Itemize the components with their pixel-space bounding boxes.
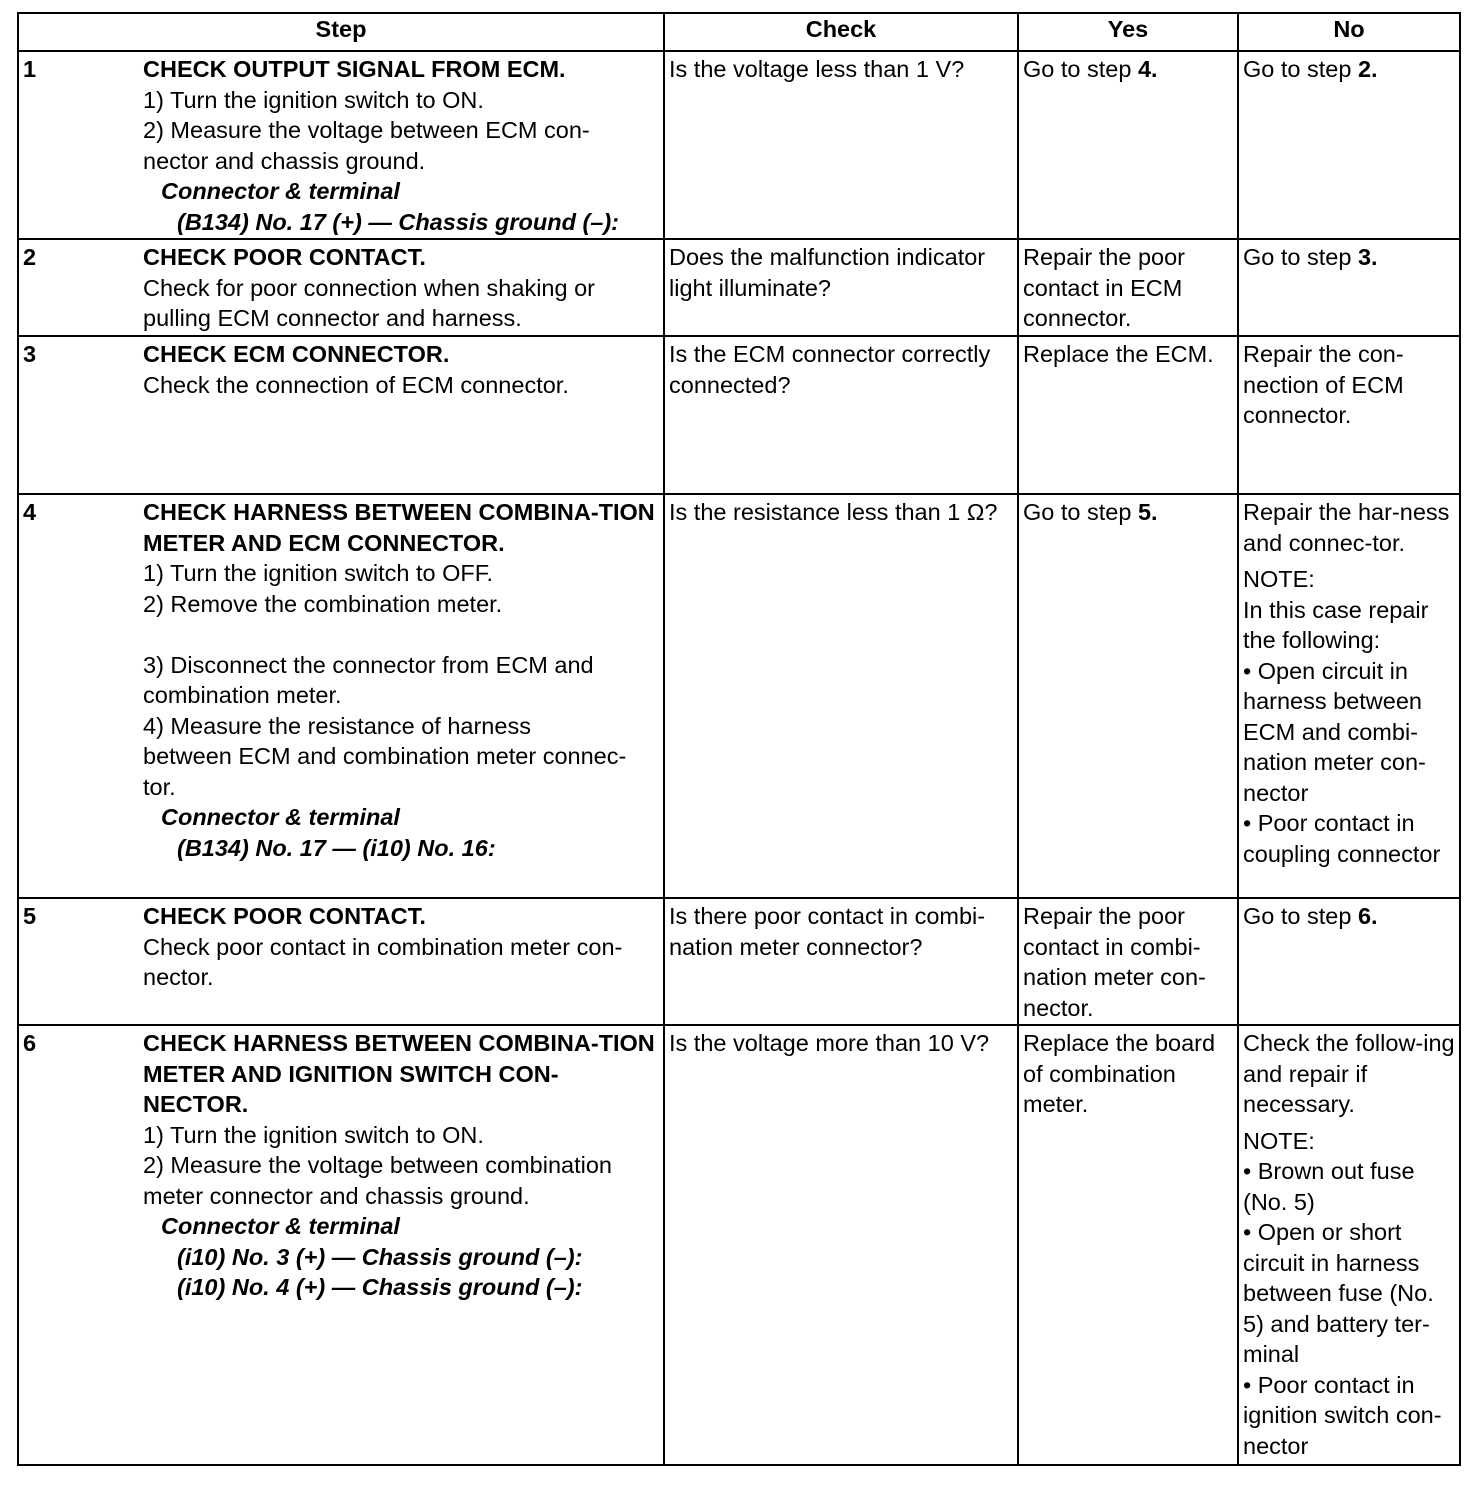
note-item: • Brown out fuse (No. 5) [1243,1158,1415,1215]
connector-label: Connector & terminal [161,804,400,830]
no-text: Go to step [1243,903,1358,929]
step-cell [18,51,664,239]
step-cell [18,898,664,1025]
step-number: 1 [23,56,37,82]
check-cell: Is the ECM connector correctly connected? [664,336,1018,494]
table-row [18,336,1460,494]
step-title: CHECK POOR CONTACT. [143,903,426,929]
step-text: combination meter. [143,682,342,708]
step-text: meter connector and chassis ground. [143,1182,530,1209]
note-item: • Open or short circuit in harness between fuse (No. 5) and battery ter-minal [1243,1219,1434,1367]
step-cell [18,336,664,494]
step-cell [18,494,664,898]
check-cell: Is the resistance less than 1 Ω? [664,494,1018,898]
no-cell: Repair the con-nection of ECM connector. [1238,336,1460,494]
diagnostic-table [17,12,1461,1466]
no-step-ref: 2. [1357,56,1378,82]
no-text: Go to step [1243,244,1358,270]
header-step: Step [18,13,664,51]
no-cell [1238,1025,1460,1465]
connector-label: Connector & terminal [161,1213,400,1239]
step-text: tor. [143,773,176,800]
step-title: CHECK OUTPUT SIGNAL FROM ECM. [143,56,566,82]
step-text: 1) Turn the ignition switch to ON. [143,1121,484,1148]
no-text: Repair the har-ness and connec-tor. [1243,499,1450,556]
step-number: 4 [23,499,37,525]
step-text: nector and chassis ground. [143,147,426,174]
spacer [143,619,659,650]
step-text: 3) Disconnect the connector from ECM and [143,651,594,678]
step-text: 2) Remove the combination meter. [143,590,503,617]
header-yes: Yes [1018,13,1238,51]
step-cell [18,1025,664,1465]
terminal-spec: (B134) No. 17 (+) — Chassis ground (–): [177,208,620,235]
step-text: 1) Turn the ignition switch to ON. [143,86,484,113]
step-text: 2) Measure the voltage between combination [143,1152,612,1178]
terminal-spec: (i10) No. 4 (+) — Chassis ground (–): [177,1274,583,1300]
yes-step-ref: 5. [1137,499,1158,525]
check-cell: Is the voltage less than 1 V? [664,51,1018,239]
table-row [18,51,1460,239]
check-cell: Is the voltage more than 10 V? [664,1025,1018,1465]
no-step-ref: 3. [1357,244,1378,270]
step-text: Check the connection of ECM connector. [143,371,569,398]
note-label: NOTE: [1243,566,1315,592]
yes-text: Go to step [1023,56,1138,82]
step-text: 4) Measure the resistance of harness [143,712,531,739]
yes-cell: Repair the poor contact in combi-nation meter con-nector. [1018,898,1238,1025]
header-check: Check [664,13,1018,51]
yes-text: Go to step [1023,499,1138,525]
step-title: CHECK ECM CONNECTOR. [143,341,450,367]
step-text: pulling ECM connector and harness. [143,305,522,331]
step-number: 5 [23,903,37,929]
table-row [18,239,1460,336]
step-text: nector. [143,964,214,990]
table-row [18,898,1460,1025]
step-cell [18,239,664,336]
header-row [18,13,1460,51]
note-label: NOTE: [1243,1127,1315,1154]
step-text: between ECM and combination meter connec- [143,743,627,769]
step-title: CHECK HARNESS BETWEEN COMBINA-TION METER AND ECM CONNECTOR. [143,499,655,556]
terminal-spec: (B134) No. 17 — (i10) No. 16: [177,834,496,861]
step-text: Check poor contact in combination meter con- [143,933,623,960]
connector-label: Connector & terminal [161,178,400,204]
header-no: No [1238,13,1460,51]
no-cell [1238,51,1460,239]
step-text: Check for poor connection when shaking or [143,274,595,301]
note-item: • Poor contact in coupling connector [1243,810,1441,867]
yes-cell: Replace the ECM. [1018,336,1238,494]
yes-cell [1018,51,1238,239]
step-number: 6 [23,1030,37,1056]
table-row [18,1025,1460,1465]
table-row [18,494,1460,898]
step-number: 3 [23,341,37,367]
note-item: • Poor contact in ignition switch con-nector [1243,1371,1442,1459]
no-text: Check the follow-ing and repair if necessary. [1243,1030,1455,1117]
yes-cell [1018,494,1238,898]
step-text: 2) Measure the voltage between ECM con- [143,117,590,143]
step-title: CHECK POOR CONTACT. [143,244,426,270]
check-cell: Does the malfunction indicator light illuminate? [664,239,1018,336]
step-number: 2 [23,244,37,270]
note-item: • Open circuit in harness between ECM and combi-nation meter con-nector [1243,657,1426,806]
no-step-ref: 6. [1357,903,1378,929]
check-cell: Is there poor contact in combi-nation meter connector? [664,898,1018,1025]
no-text: Go to step [1243,56,1358,82]
step-text: 1) Turn the ignition switch to OFF. [143,560,494,586]
step-title: CHECK HARNESS BETWEEN COMBINA-TION METER AND IGNITION SWITCH CON-NECTOR. [143,1030,655,1117]
no-cell [1238,239,1460,336]
no-cell [1238,898,1460,1025]
terminal-spec: (i10) No. 3 (+) — Chassis ground (–): [177,1243,583,1270]
note-intro: In this case repair the following: [1243,596,1429,653]
no-cell [1238,494,1460,898]
yes-cell: Replace the board of combination meter. [1018,1025,1238,1465]
yes-cell: Repair the poor contact in ECM connector. [1018,239,1238,336]
yes-step-ref: 4. [1137,56,1158,82]
